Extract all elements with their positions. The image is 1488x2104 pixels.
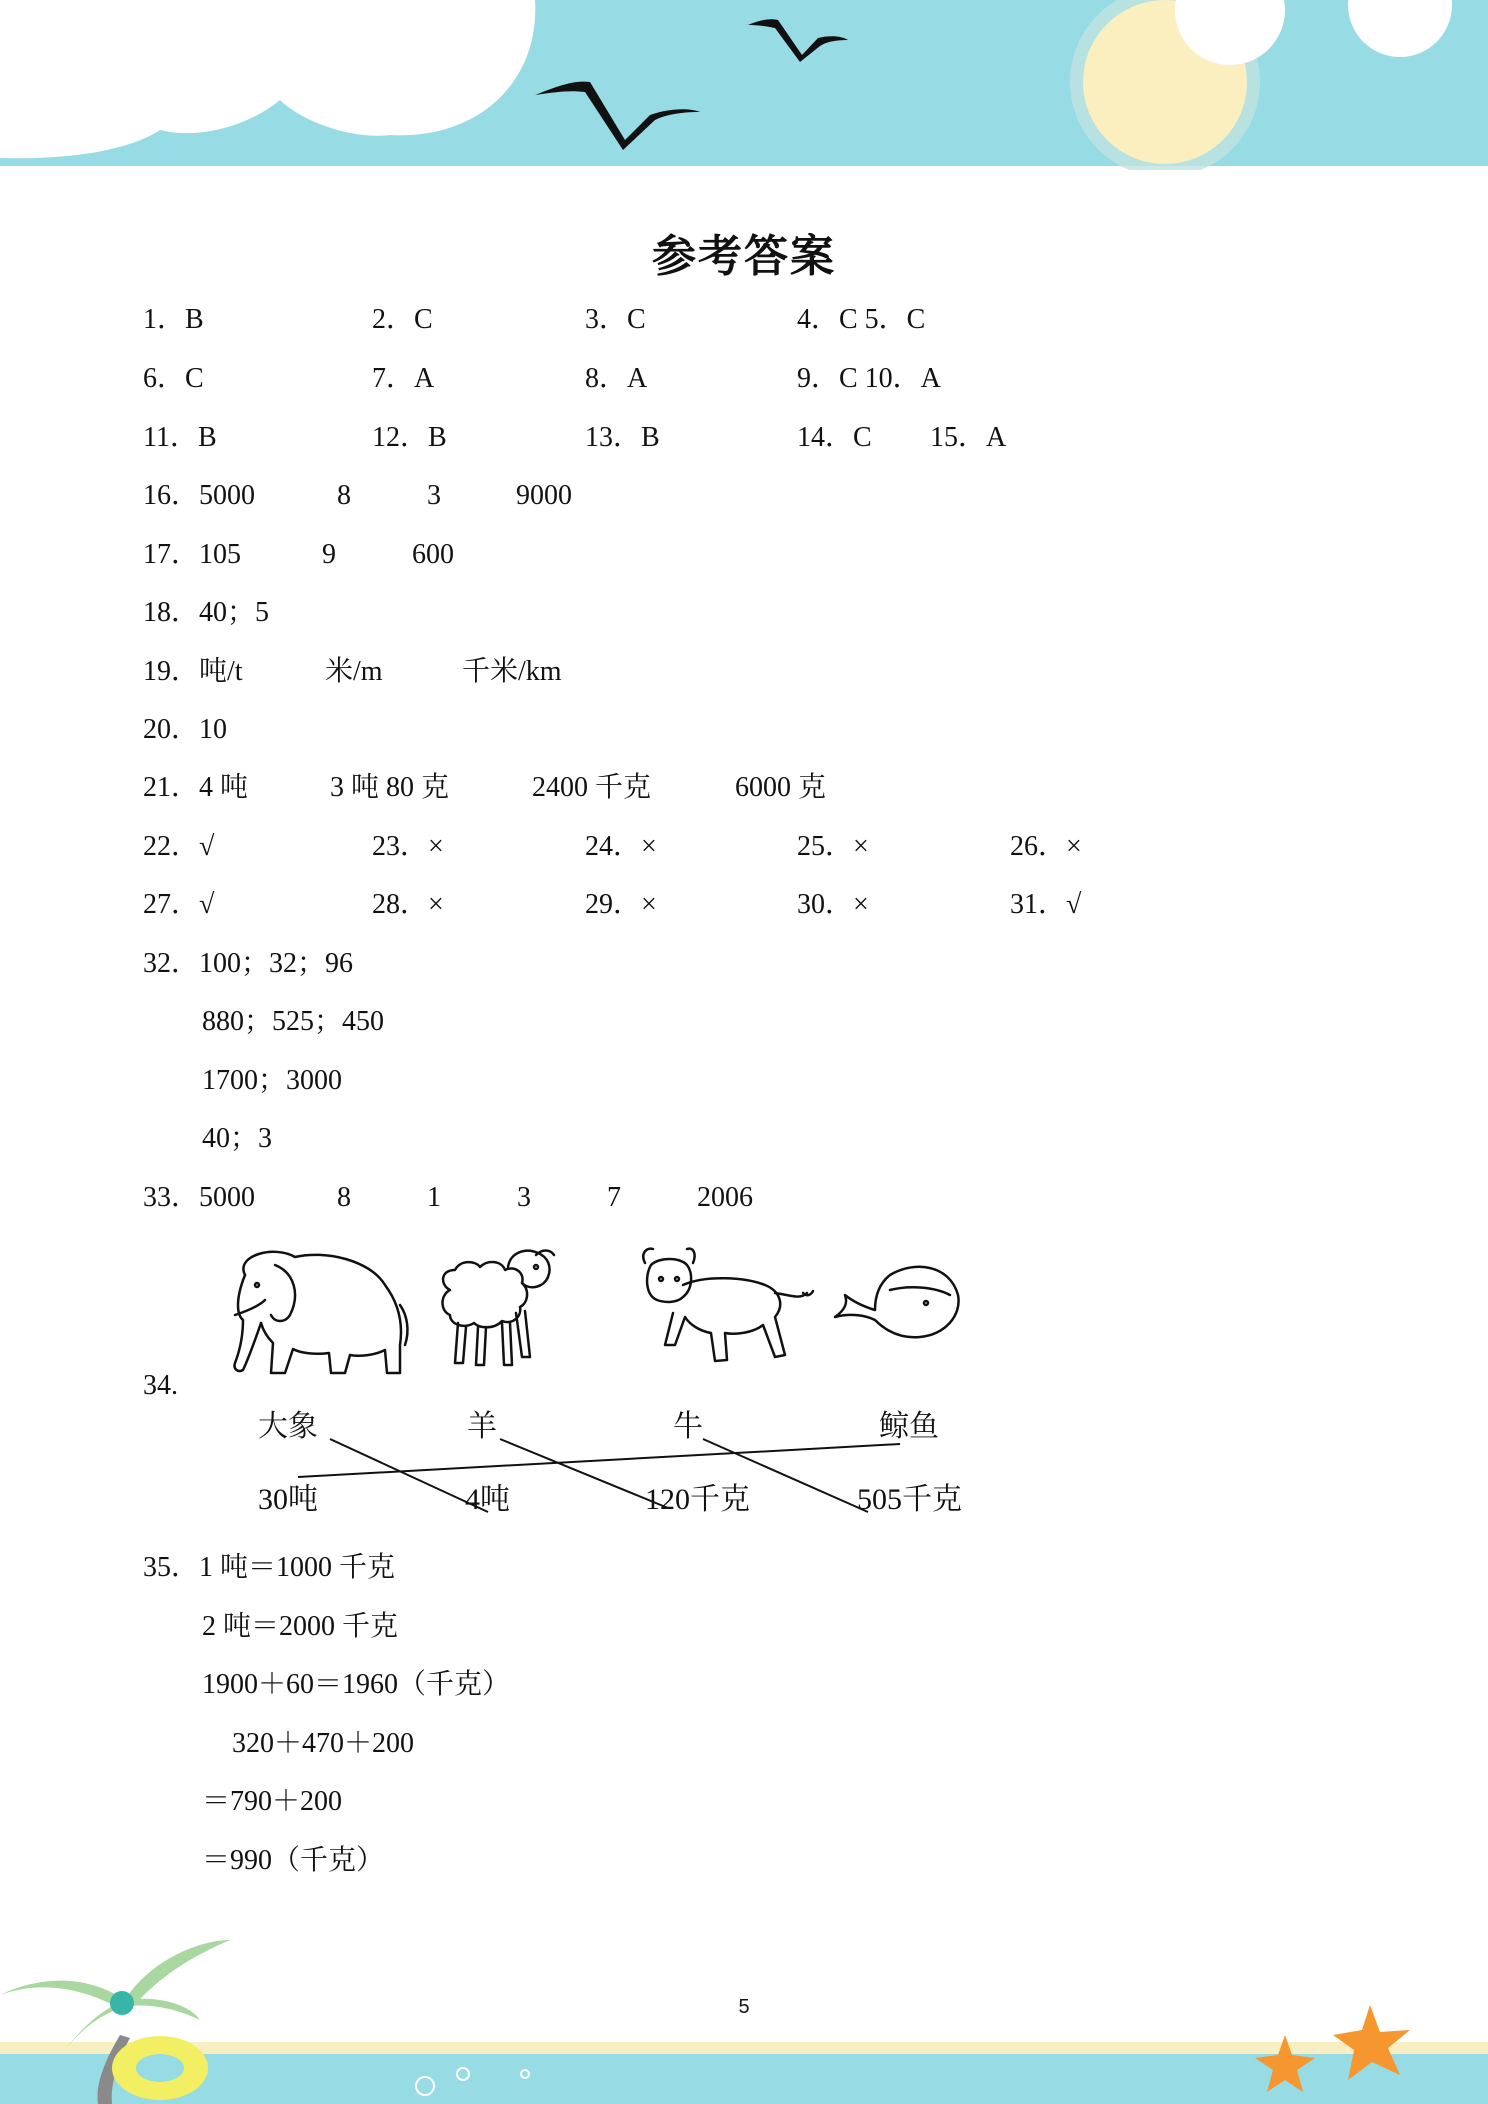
answer-item: 9．C 10．A [797,363,941,394]
answer-item: 8 [337,480,351,511]
animal-label: 大象 [258,1410,318,1443]
answer-item: 6．C [143,363,204,394]
answer-line: 1700；3000 [202,1065,343,1096]
answer-item: 6000 克 [735,772,827,803]
answer-line: 40；3 [202,1123,273,1154]
answer-item: 3 [517,1182,531,1213]
answer-item: 4．C 5．C [797,304,926,335]
answer-line: 2 吨＝2000 千克 [202,1611,399,1642]
answer-line: 35．1 吨＝1000 千克 [143,1552,396,1583]
animal-label: 羊 [467,1410,497,1443]
answer-line: 880；525；450 [202,1006,385,1037]
answer-item: 19．吨/t [143,656,243,687]
weight-label: 120千克 [645,1483,750,1516]
answer-item: 1．B [143,304,204,335]
answer-item: 7．A [372,363,435,394]
answer-line: 1900＋60＝1960（千克） [202,1669,511,1700]
match-line [298,1444,900,1477]
answer-item: 7 [607,1182,621,1213]
weight-label: 4吨 [465,1483,510,1516]
answer-line: 320＋470＋200 [232,1728,415,1759]
answer-item: 24．× [585,831,657,862]
answer-item: 23．× [372,831,444,862]
answer-item: 25．× [797,831,869,862]
answer-item: 17．105 [143,539,242,570]
match-line [500,1439,668,1508]
answer-item: 8 [337,1182,351,1213]
answer-item: 14．C [797,422,872,453]
answer-item: 2006 [697,1182,753,1213]
footer-beach-banner [0,1900,1488,2104]
question-number: 34. [143,1370,178,1401]
answer-item: 18．40；5 [143,597,270,628]
animal-label: 牛 [673,1410,703,1443]
answer-item: 1 [427,1182,441,1213]
answer-item: 30．× [797,889,869,920]
answer-item: 16．5000 [143,480,256,511]
page-number: 5 [738,1996,750,2018]
animal-label: 鲸鱼 [879,1410,939,1443]
answer-item: 3 [427,480,441,511]
answer-item: 13．B [585,422,660,453]
answer-item: 28．× [372,889,444,920]
answer-line: 32．100；32；96 [143,948,354,979]
answer-line: ＝790＋200 [202,1786,343,1817]
answer-item: 米/m [325,656,383,687]
weight-label: 30吨 [258,1483,318,1516]
answer-item: 12．B [372,422,447,453]
answer-item: 2400 千克 [532,772,652,803]
answer-item: 3．C [585,304,646,335]
page-title: 参考答案 [652,231,836,282]
answer-item: 9000 [516,480,572,511]
answer-item: 3 吨 80 克 [330,772,450,803]
weight-label: 505千克 [857,1483,962,1516]
answer-item: 8．A [585,363,648,394]
swim-ring-icon [112,2036,208,2100]
answer-item: 22．√ [143,831,215,862]
answer-item: 11．B [143,422,217,453]
answer-item: 600 [412,539,454,570]
answer-item: 20．10 [143,714,228,745]
answer-item: 2．C [372,304,433,335]
answer-item: 9 [322,539,336,570]
answer-item: 千米/km [462,656,562,687]
answer-item: 26．× [1010,831,1082,862]
answer-item: 31．√ [1010,889,1082,920]
answer-item: 21．4 吨 [143,772,249,803]
answer-item: 27．√ [143,889,215,920]
answer-item: 33．5000 [143,1182,256,1213]
answer-item: 29．× [585,889,657,920]
answer-line: ＝990（千克） [202,1845,385,1876]
answer-item: 15．A [930,422,1007,453]
